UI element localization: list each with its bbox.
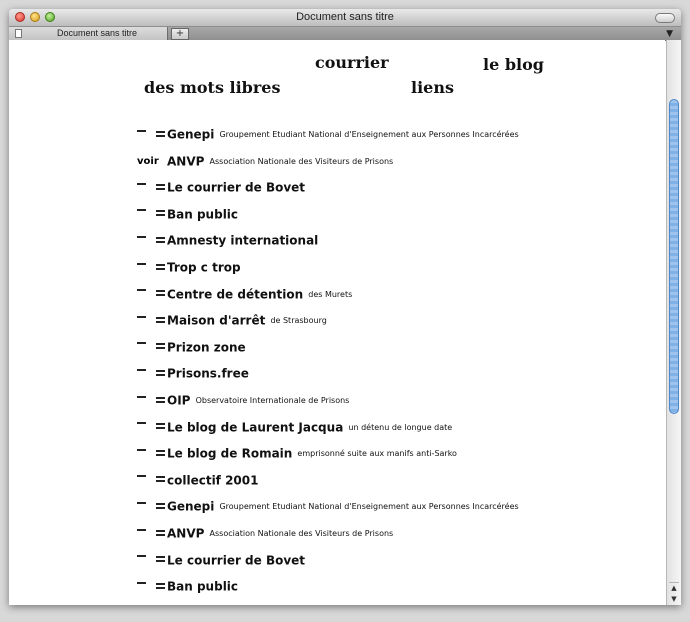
link-name[interactable]: Ban public [167,207,239,222]
list-item[interactable] [137,257,241,277]
nav-courrier[interactable]: courrier [315,53,389,72]
list-item[interactable] [137,523,393,543]
bullet-icon [137,261,167,275]
nav-liens[interactable]: liens [411,78,454,97]
window-title: Document sans titre [296,11,394,23]
link-description: Association Nationale des Visiteurs de Prisons [209,156,394,166]
bullet-icon [137,287,167,301]
tab-document[interactable] [9,27,168,40]
list-item[interactable] [137,390,349,410]
list-item[interactable] [137,284,352,304]
list-item[interactable] [137,363,249,383]
link-name[interactable]: Genepi [167,499,215,514]
link-name[interactable]: OIP [167,393,191,408]
list-item[interactable] [137,337,246,357]
link-description: de Strasbourg [270,316,327,326]
link-name[interactable]: Maison d'arrêt [167,313,266,328]
link-name[interactable]: Le courrier de Bovet [167,180,306,195]
new-tab-button[interactable]: + [171,28,189,40]
list-item[interactable] [137,576,238,596]
tab-label: Document sans titre [57,28,138,38]
scroll-down-icon[interactable]: ▼ [671,595,677,603]
list-item[interactable] [137,151,393,171]
bullet-icon [137,580,167,594]
link-name[interactable]: Prisons.free [167,366,249,381]
list-item[interactable] [137,310,327,330]
list-item[interactable] [137,470,258,490]
link-name[interactable]: Centre de détention [167,287,304,302]
tab-menu-icon[interactable]: ▼ [666,29,673,39]
link-description: des Murets [308,289,353,299]
bullet-icon [137,207,167,221]
list-item[interactable] [137,443,457,463]
link-name[interactable]: ANVP [167,154,205,169]
bullet-icon [137,473,167,487]
marker-text: voir [137,155,159,167]
link-description: emprisonné suite aux manifs anti-Sarko [297,449,457,459]
bullet-icon [137,340,167,354]
scrollbar-thumb[interactable] [669,99,679,414]
link-description: Association Nationale des Visiteurs de Prisons [209,529,394,538]
bullet-icon [137,527,167,541]
title-bar [9,9,681,27]
link-name[interactable]: Trop c trop [167,260,241,275]
page-content [9,40,665,605]
nav-blog[interactable]: le blog [483,55,544,74]
bullet-icon [137,553,167,567]
vertical-scrollbar[interactable] [666,40,681,605]
list-item[interactable] [137,204,238,224]
link-name[interactable]: Le blog de Romain [167,446,293,461]
link-name[interactable]: Amnesty international [167,233,319,248]
link-description: Groupement Etudiant National d'Enseignement aux Personnes Incarcérées [219,130,519,139]
list-item[interactable] [137,550,305,570]
list-item[interactable] [137,496,519,516]
tab-bar [9,27,681,41]
page-icon [15,29,22,38]
bullet-icon [137,181,167,195]
link-description: Observatoire Internationale de Prisons [195,396,350,405]
link-name[interactable]: collectif 2001 [167,473,259,488]
bullet-icon [137,234,167,248]
link-name[interactable]: Le courrier de Bovet [167,553,306,568]
bullet-icon [137,447,167,461]
bullet-icon [137,128,167,142]
link-name[interactable]: Ban public [167,579,239,594]
list-item[interactable] [137,230,318,250]
bullet-icon [137,500,167,514]
bullet-icon [137,394,167,408]
list-item[interactable] [137,124,519,144]
browser-window [9,9,681,605]
link-description: un détenu de longue date [348,422,453,432]
toolbar-toggle-button[interactable] [655,13,675,23]
link-name[interactable]: Genepi [167,127,215,142]
nav-mots-libres[interactable]: des mots libres [144,78,281,97]
list-item[interactable] [137,417,452,437]
scroll-up-icon[interactable]: ▲ [669,582,679,593]
link-name[interactable]: Prizon zone [167,340,246,355]
bullet-icon [137,367,167,381]
bullet-icon [137,314,167,328]
list-item[interactable] [137,177,305,197]
bullet-icon [137,420,167,434]
link-name[interactable]: Le blog de Laurent Jacqua [167,420,344,435]
link-name[interactable]: ANVP [167,526,205,541]
link-description: Groupement Etudiant National d'Enseignement aux Personnes Incarcérées [219,502,519,512]
